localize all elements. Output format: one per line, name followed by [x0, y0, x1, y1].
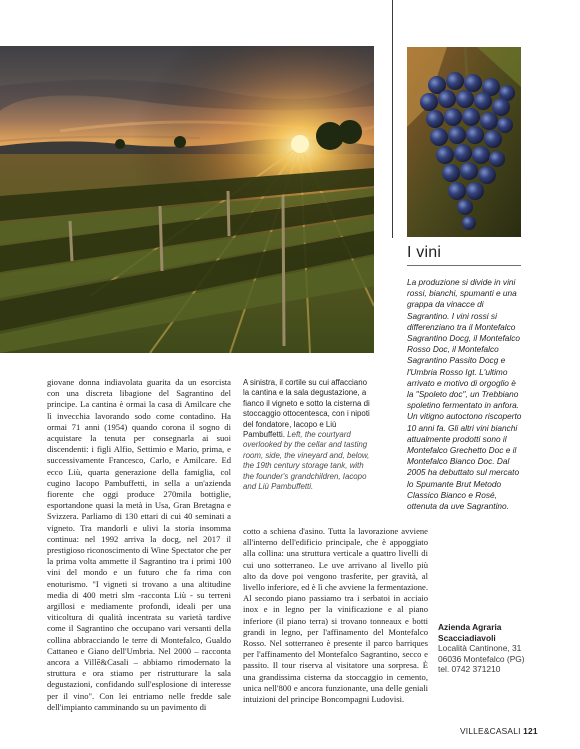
winery-contact-box — [438, 622, 534, 675]
article-paragraph: giovane donna indiavolata guarita da un esorcista con una discreta libagione del Sagrantino del principe. La cantina è ormai la casa di Amilcare che lì invecchia lavorando sodo come contadino. Ha ormai 71 anni (1954) quando corona il sogno di acquistare la tenuta per consegnarla ai suoi discendenti: i figli Alfio, Settimio e Mario, prima, e successivamente Francesco, Carlo, e Amilcare. Ed ecco Liù, quarta generazione della famiglia, col cugino Iacopo Pambuffetti, in sella a un'azienda fiorente che oggi produce 270mila bottiglie, esportandone quasi la metà in Usa, Gran Bretagna e Svizzera. Parliamo di 130 ettari di cui 40 seminati a vigneto. Tra mandorli e ulivi la storia insomma continua: nel 1992 arriva la docg, nel 2017 il prestigioso riconoscimento di Wine Spectator che per la prima volta ammette il Sagrantino tra i primi 100 vini del mondo e un futuro che fa rima con enoturismo. "I vigneti si trovano a una altitudine media di 400 metri slm -racconta Liù - su terreni argillosi e mediamente profondi, ideali per una viticoltura di qualità incentrata su varietà tardive come il Sagrantino che occupano vari versanti della collina abbracciando le terre di Montefalco, Gualdo Cattaneo e Giano dell'Umbria. Nel 2000 – racconta ancora a Villē&Casali – abbiamo rimodernato la struttura e ora stiamo per ristrutturare la sala degustazioni, confidando sull'esplosione di interesse per il vino". Con lei entriamo nelle freddе sale dell'impianto camminando su un pavimento di — [47, 377, 231, 712]
caption-english: Left, the courtyard overlooked by the cellar and tasting room, side, the vineyard and, below, the 19th century storage tank, with the founder's grandchildren, Iacopo and Liù Pambuffetti. — [243, 430, 370, 492]
winery-name-line1: Azienda Agraria — [438, 622, 502, 632]
sidebar-title-rule — [407, 265, 521, 266]
winery-address-line1: Località Cantinone, 31 — [438, 643, 522, 654]
winery-address-line2: 06036 Montefalco (PG) — [438, 653, 525, 664]
grape-bunch-photo — [407, 47, 521, 237]
photo-caption — [243, 378, 375, 492]
sidebar-paragraph: Un vitigno autoctono riscoperto 10 anni fa. Gli altri vini bianchi attualmente prodotti sono il Montefalco Grechetto Doc e il Montefalco Bianco Doc. Dal 2005 ha debuttato sul mercato lo Spumante Brut Metodo Classico Bianco e Rosé, ottenuta da uve Sagrantino. — [407, 411, 522, 512]
article-column-2 — [243, 526, 428, 705]
winery-name-line2: Scacciadiavoli — [438, 632, 496, 643]
caption-italian: A sinistra, il cortile su cui affacciano la cantina e la sala degustazione, a fianco il vigneto e sotto la cisterna di stoccaggio ottocentesca, con i nipoti del fondatore, Iacopo e Liù Pambuffetti. — [243, 378, 370, 440]
page-folio — [460, 726, 538, 736]
sidebar-paragraph: La produzione si divide in vini rossi, bianchi, spumanti e una grappa da vinacce di Sagrantino. I vini rossi si differenziano tra il Montefalco Sagrantino Docg, il Montefalco Rosso Doc, il Montefalco Sagrantino Passito Docg e l'Umbria Rosso Igt. L'ultimo arrivato e motivo di orgoglio è la "Spoleto doc", un Trebbiano spoletino fermentato in anfora. — [407, 277, 520, 411]
column-divider-rule — [392, 0, 393, 238]
article-column-1 — [47, 377, 231, 713]
sidebar-title: I vini — [407, 244, 442, 261]
winery-phone: tel. 0742 371210 — [438, 664, 501, 675]
grapes-illustration — [407, 47, 521, 237]
magazine-name: VILLE&CASALI — [460, 726, 521, 736]
sidebar-text — [407, 277, 522, 512]
page-number: 121 — [523, 726, 538, 736]
vineyard-sunset-photo — [0, 46, 374, 353]
article-paragraph: cotto a schiena d'asino. Tutta la lavorazione avviene all'interno dell'edificio principale, che è appoggiato alla collina: una struttura verticale a quattro livelli di cui uno sotterraneo. Le uve arrivano al livello più alto da dove poi vengono trasferite, per gravità, al livello inferiore, ed è lì che avviene la fermentazione. Al secondo piano passiamo tra i serbatoi in acciaio inox e in legno per la vinificazione e al piano inferiore (il piano terra) si trovano tonneaux e botti grandi in legno, per l'affinamento del Montefalco Rosso. Nel sotterraneo è presente il parco barriques per l'affinamento del Montefalco Sagrantino, secco e passito. Il tour riserva al visitatore una sorpresa. È una grandissima cisterna da stoccaggio in cemento, unica nell'800 e ancora funzionante, una delle geniali intuizioni del principe Boncompagni Ludovisi. — [243, 526, 428, 705]
vineyard-illustration — [0, 46, 374, 353]
